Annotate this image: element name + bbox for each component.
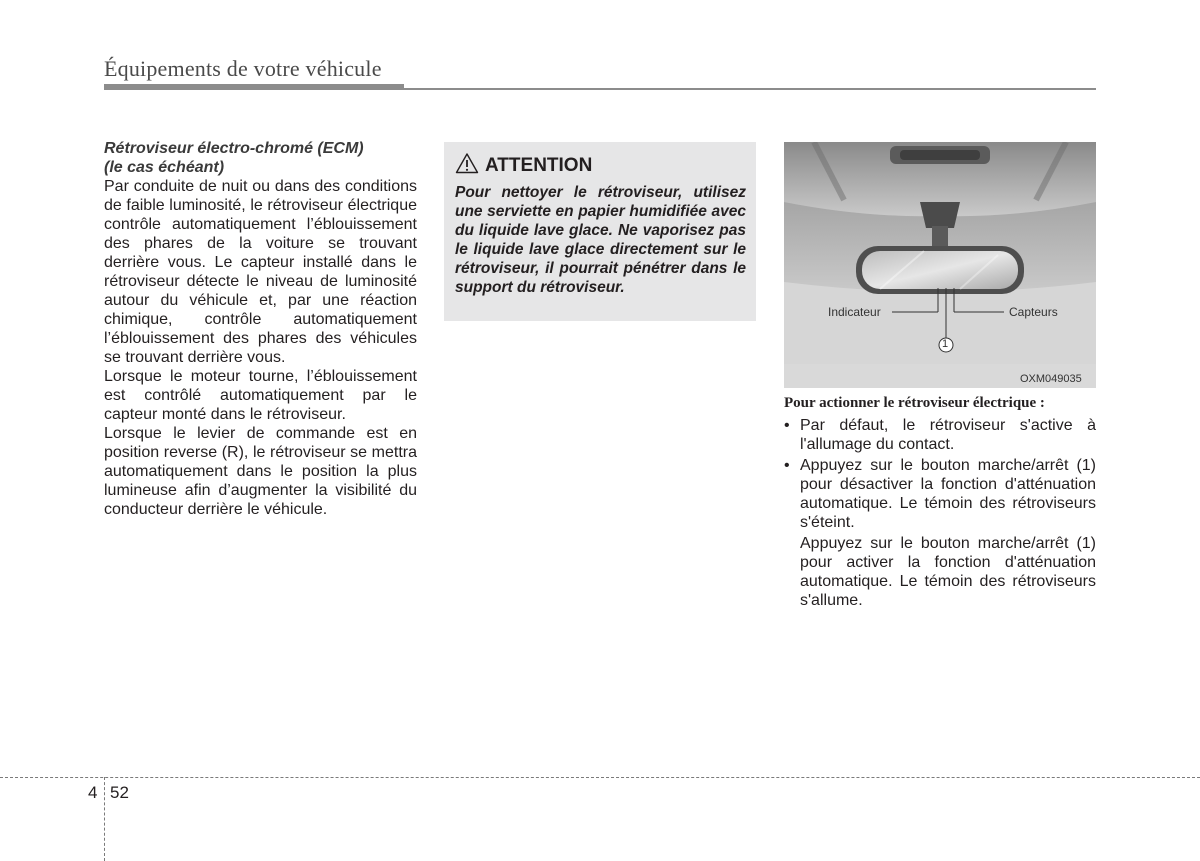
section-subheading-note: (le cas échéant)	[104, 159, 225, 176]
left-column	[104, 139, 417, 519]
list-item	[784, 456, 1096, 532]
caution-title: ATTENTION	[485, 154, 593, 176]
page-header-title: Équipements de votre véhicule	[104, 56, 382, 81]
paragraph: Lorsque le levier de commande est en position reverse (R), le rétroviseur se mettra automatiquement dans le position la plus lumineuse afin d’augmenter la visibilité du conducteur derrière le véhicule.	[104, 425, 417, 518]
figure-code: OXM049035	[1020, 373, 1082, 385]
sensors-label: Capteurs	[1009, 305, 1058, 319]
list-item-text: Appuyez sur le bouton marche/arrêt (1) pour désactiver la fonction d'atténuation automatique. Le témoin des rétroviseurs s'éteint.	[800, 457, 1096, 531]
footer-rule	[0, 777, 1200, 778]
paragraph: Par conduite de nuit ou dans des conditions de faible luminosité, le rétroviseur électrique contrôle automatiquement l’éblouissement des phares de la voiture se trouvant derrière vous. Le capteur installé dans le rétroviseur détecte le niveau de luminosité autour du véhicule et, par une réaction chimique, contrôle automatiquement l’éblouissement des phares des véhicules se trouvant derrière vous.	[104, 178, 417, 366]
caution-header	[455, 152, 746, 179]
header-rule-thin	[404, 88, 1096, 90]
page-number: 52	[110, 783, 129, 802]
right-heading: Pour actionner le rétroviseur électrique :	[784, 395, 1045, 411]
section-subheading: Rétroviseur électro-chromé (ECM)	[104, 140, 364, 157]
list-continuation: Appuyez sur le bouton marche/arrêt (1) pour activer la fonction d'atténuation automatique. Le témoin des rétroviseurs s'allume.	[800, 535, 1096, 609]
right-column	[784, 394, 1096, 610]
list-item-text: Par défaut, le rétroviseur s'active à l'allumage du contact.	[800, 417, 1096, 453]
bullet-marker: •	[784, 457, 790, 474]
callout-number: 1	[942, 338, 949, 350]
bullet-marker: •	[784, 417, 790, 434]
paragraph: Lorsque le moteur tourne, l’éblouissement est contrôlé automatiquement par le capteur monté dans le rétroviseur.	[104, 368, 417, 423]
caution-box	[444, 142, 756, 321]
footer-divider	[104, 777, 105, 861]
mirror-drawing	[784, 142, 1096, 388]
indicator-label: Indicateur	[828, 305, 881, 319]
caution-text: Pour nettoyer le rétroviseur, utilisez une serviette en papier humidifiée avec du liquide lave glace. Ne vaporisez pas le liquide lave glace directement sur le rétroviseur, il pourrait pénétrer dans le support du rétroviseur.	[455, 184, 746, 296]
chapter-number: 4	[88, 783, 98, 802]
mirror-illustration	[784, 142, 1096, 388]
header-rule-thick	[104, 84, 404, 90]
warning-triangle-icon	[455, 152, 479, 179]
list-item	[784, 416, 1096, 454]
